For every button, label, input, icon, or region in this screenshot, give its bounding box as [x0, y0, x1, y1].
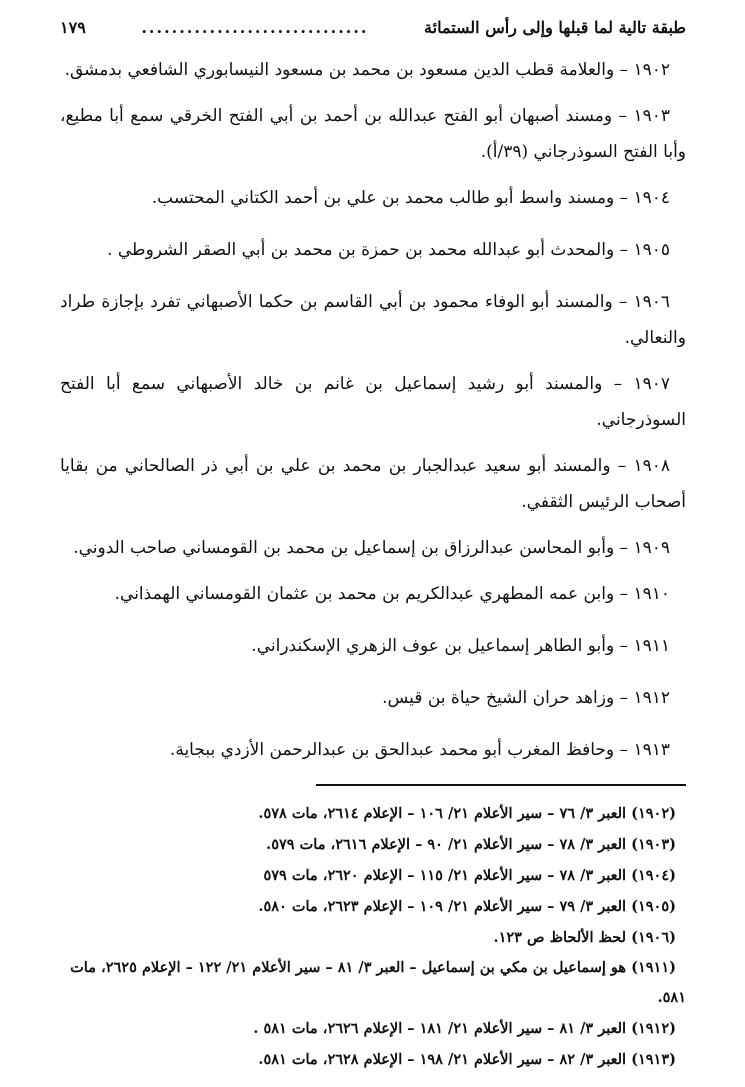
footnote-1903: (١٩٠٣) العبر ٣/ ٧٨ – سير الأعلام ٢١/ ٩٠ – الإعلام ٢٦١٦، مات ٥٧٩. [266, 836, 676, 853]
book-page [60, 18, 686, 1068]
entry-1911: ١٩١١ – وأبو الطاهر إسماعيل بن عوف الزهري الإسكندراني. [251, 636, 670, 656]
running-header [60, 18, 686, 52]
entry-1913: ١٩١٣ – وحافظ المغرب أبو محمد عبدالحق بن عبدالرحمن الأزدي ببجاية. [169, 740, 670, 760]
footnote-1913: (١٩١٣) العبر ٣/ ٨٢ – سير الأعلام ٢١/ ١٩٨ – الإعلام ٢٦٢٨، مات ٥٨١. [258, 1051, 676, 1068]
footnote-separator [316, 784, 686, 786]
entry-1910: ١٩١٠ – وابن عمه المطهري عبدالكريم بن محمد بن عثمان القومساني الهمذاني. [114, 584, 670, 604]
running-title: طبقة تالية لما قبلها وإلى رأس الستمائة [424, 18, 686, 37]
entry-1906: ١٩٠٦ – والمسند أبو الوفاء محمود بن أبي القاسم بن حكما الأصبهاني تفرد بإجازة طراد والنعالي. [60, 292, 686, 348]
page-number: ١٧٩ [60, 18, 86, 37]
entry-1907: ١٩٠٧ – والمسند أبو رشيد إسماعيل بن غانم بن خالد الأصبهاني سمع أبا الفتح السوذرجاني. [60, 374, 686, 430]
footnote-1912: (١٩١٢) العبر ٣/ ٨١ – سير الأعلام ٢١/ ١٨١ – الإعلام ٢٦٢٦، مات ٥٨١ . [253, 1020, 676, 1037]
entry-1909: ١٩٠٩ – وأبو المحاسن عبدالرزاق بن إسماعيل بن محمد بن القومساني صاحب الدوني. [73, 538, 670, 558]
footnote-1905: (١٩٠٥) العبر ٣/ ٧٩ – سير الأعلام ٢١/ ١٠٩ – الإعلام ٢٦٢٣، مات ٥٨٠. [258, 898, 676, 915]
entry-1912: ١٩١٢ – وزاهد حران الشيخ حياة بن قيس. [382, 688, 670, 708]
entry-1908: ١٩٠٨ – والمسند أبو سعيد عبدالجبار بن محمد بن علي بن أبي ذر الصالحاني من بقايا أصحاب الرئيس الثقفي. [60, 456, 686, 512]
entry-1903: ١٩٠٣ – ومسند أصبهان أبو الفتح عبدالله بن أحمد بن أبي الفتح الخرقي سمع أبا مطيع، وأبا الفتح السوذرجاني (٣٩/أ). [60, 106, 686, 162]
leader-dots: .............................. [141, 18, 369, 37]
entry-1904: ١٩٠٤ – ومسند واسط أبو طالب محمد بن علي بن أحمد الكتاني المحتسب. [151, 188, 670, 208]
entries-list [60, 52, 686, 768]
footnote-1904: (١٩٠٤) العبر ٣/ ٧٨ – سير الأعلام ٢١/ ١١٥ – الإعلام ٢٦٢٠، مات ٥٧٩ [263, 867, 676, 884]
footnote-1911: (١٩١١) هو إسماعيل بن مكي بن إسماعيل – العبر ٣/ ٨١ – سير الأعلام ٢١/ ١٢٢ – الإعلام ٢٦٢٥، مات ٥٨١. [70, 959, 686, 1006]
entry-1902: ١٩٠٢ – والعلامة قطب الدين مسعود بن محمد بن مسعود النيسابوري الشافعي بدمشق. [64, 60, 670, 80]
footnote-1902: (١٩٠٢) العبر ٣/ ٧٦ – سير الأعلام ٢١/ ١٠٦ – الإعلام ٢٦١٤، مات ٥٧٨. [258, 805, 676, 822]
footnotes-list [60, 798, 686, 1075]
entry-1905: ١٩٠٥ – والمحدث أبو عبدالله محمد بن حمزة بن محمد بن أبي الصقر الشروطي . [107, 240, 670, 260]
footnote-1906: (١٩٠٦) لحظ الألحاظ ص ١٢٣. [493, 929, 676, 946]
